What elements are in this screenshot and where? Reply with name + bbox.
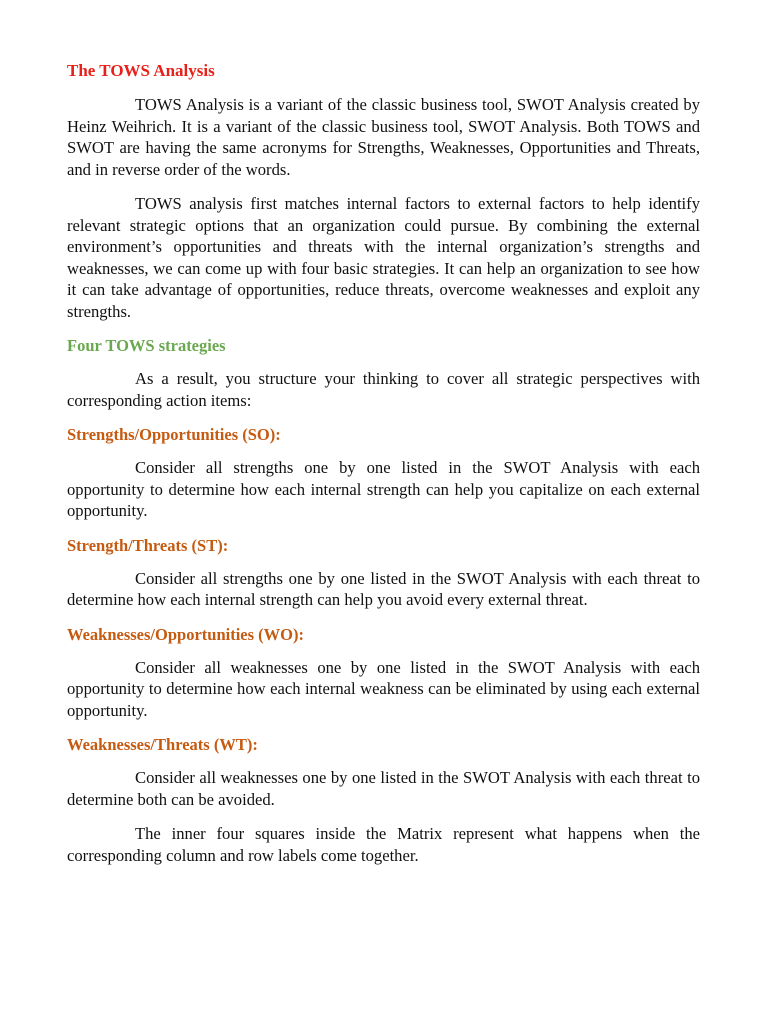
document-page — [67, 60, 700, 879]
strategy-heading-st: Strength/Threats (ST): — [67, 535, 229, 555]
strategy-heading-wt: Weaknesses/Threats (WT): — [67, 735, 258, 754]
intro-paragraph-2: TOWS analysis first matches internal factors to external factors to help identify relevant strategic options that an organization could pursue. By combining the external environment’s opportunities and threats with the internal organization’s strengths and weaknesses, we can come up with four basic strategies. It can help an organization to see how it can take advantage of opportunities, reduce threats, overcome weaknesses and exploit any strengths. — [67, 194, 700, 321]
strategy-text-st: Consider all strengths one by one listed in the SWOT Analysis with each threat to determine how each internal strength can help you avoid every external threat. — [67, 568, 700, 609]
closing-paragraph: The inner four squares inside the Matrix represent what happens when the corresponding column and row labels come together. — [67, 824, 700, 865]
strategy-text-wo: Consider all weaknesses one by one listed in the SWOT Analysis with each opportunity to determine how each internal weakness can be eliminated by using each external opportunity. — [67, 657, 700, 720]
strategy-text-wt: Consider all weaknesses one by one listed in the SWOT Analysis with each threat to determine both can be avoided. — [67, 768, 700, 809]
strategy-heading-wo: Weaknesses/Opportunities (WO): — [67, 624, 304, 644]
intro-paragraph-1: TOWS Analysis is a variant of the classic business tool, SWOT Analysis created by Heinz Weihrich. It is a variant of the classic business tool, SWOT Analysis. Both TOWS and SWOT are having the same acronyms for Strengths, Weaknesses, Opportunities and Threats, and in reverse order of the words. — [67, 95, 700, 179]
section-intro-paragraph: As a result, you structure your thinking to cover all strategic perspectives with corresponding action items: — [67, 369, 700, 410]
strategy-text-so: Consider all strengths one by one listed in the SWOT Analysis with each opportunity to determine how each internal strength can help you capitalize on each external opportunity. — [67, 458, 700, 520]
section-heading: Four TOWS strategies — [67, 336, 226, 355]
strategy-heading-so: Strengths/Opportunities (SO): — [67, 425, 281, 444]
document-title: The TOWS Analysis — [67, 61, 215, 80]
